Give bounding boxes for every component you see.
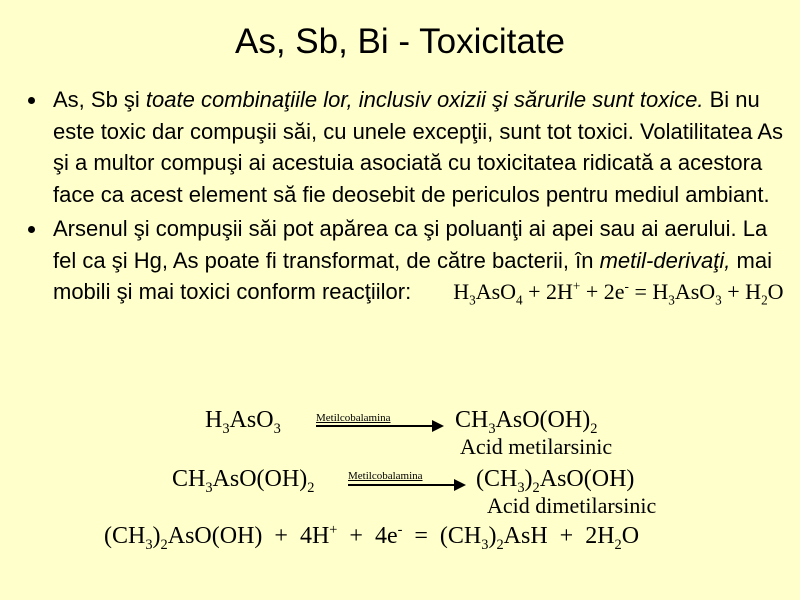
row2-product-name: Acid dimetilarsinic: [487, 493, 657, 518]
row2-product: $(CH_3)_2AsO(OH)$: [476, 466, 635, 496]
row2-catalyst-label: Metilcobalamina: [348, 470, 423, 482]
bullet2-text-b: mai mobili şi mai toxici conform reacţiilor:: [53, 247, 772, 304]
row3-equation: $(CH_3)_2AsO(OH) + 4H^+ + 4e^- = (CH_3)_2AsH + 2H_2O$: [104, 522, 640, 553]
bullet-item-toxicity: [28, 84, 788, 210]
arrow-right-icon: [454, 479, 466, 491]
slide-title: As, Sb, Bi - Toxicitate: [234, 22, 566, 61]
arrow-right-icon: [432, 420, 444, 432]
inline-equation: $H_3AsO_4 + 2H^+ + 2e^- = H_3AsO_3 + H_2O$: [453, 278, 784, 308]
row2-arrow-line: [348, 484, 456, 486]
row1-catalyst-label: Metilcobalamina: [316, 412, 391, 424]
row1-reactant: $H_3AsO_3$: [205, 407, 281, 437]
bullet2-italic-text: metil-derivaţi,: [599, 247, 731, 273]
bullet1-italic-text: toate combinaţiile lor, inclusiv oxizii şi sărurile sunt toxice.: [145, 87, 704, 112]
bullet-list: [28, 84, 788, 311]
bullet-icon: [28, 97, 35, 104]
row1-product: $CH_3AsO(OH)_2$: [455, 407, 598, 437]
bullet2-text-a: Arsenul şi compuşii săi pot apărea ca şi poluanţi ai apei sau ai aerului. La fel ca şi Hg, As poate fi transformat, de către bacterii, în: [53, 216, 768, 273]
row1-arrow-line: [316, 425, 434, 427]
bullet1-text-b: Bi nu este toxic dar compuşii săi, cu unele excepţii, sunt tot toxici. Volatilitatea As şi a multor compuşi ai acestuia asociată cu toxicitatea ridicată a acestora face ca acest element să fie deosebit de periculos pentru mediul ambiant.: [53, 87, 784, 207]
row1-product-name: Acid metilarsinic: [460, 434, 613, 459]
bullet-item-arsenic: [28, 213, 788, 308]
bullet-icon: [28, 226, 35, 233]
row2-reactant: $CH_3AsO(OH)_2$: [172, 466, 315, 496]
bullet1-text-a: As, Sb şi: [53, 87, 146, 112]
